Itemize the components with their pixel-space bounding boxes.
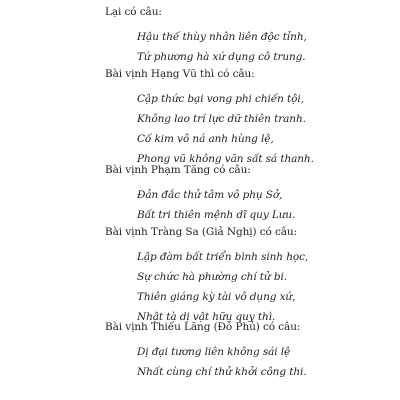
- verse-line: Nhật tà dị vật hữu quy thì.: [137, 311, 276, 323]
- verse-line: Đản đắc thử tâm vô phụ Sở,: [137, 189, 283, 201]
- verse-line: Dị đại tương liên không sái lệ: [137, 346, 291, 358]
- verse-block: [137, 342, 306, 382]
- verse-line: Phong vũ không văn sất sá thanh.: [137, 153, 314, 165]
- verse-line: Lập đàm bất triển bình sinh học,: [137, 251, 309, 263]
- section-intro: Bài vịnh Hạng Vũ thì có câu:: [105, 68, 255, 80]
- section-intro: Lại có câu:: [105, 6, 162, 18]
- verse-block: [137, 27, 307, 67]
- verse-line: Thiên giáng kỳ tài vô dụng xứ,: [137, 291, 296, 303]
- verse-line: Cập thức bại vong phi chiến tội,: [137, 93, 304, 105]
- section-intro: Bài vịnh Phạm Tăng có câu:: [105, 164, 251, 176]
- verse-line: Không lao trí lực dữ thiên tranh.: [137, 113, 306, 125]
- verse-block: [137, 247, 308, 327]
- section-intro: Bài vịnh Tràng Sa (Giả Nghị) có câu:: [105, 226, 298, 238]
- verse-line: Bất tri thiên mệnh dĩ quy Lưu.: [137, 209, 296, 221]
- verse-line: Tứ phương hà xứ dụng cô trung.: [137, 51, 306, 63]
- verse-line: Hậu thế thùy nhân liên độc tỉnh,: [137, 31, 307, 43]
- verse-line: Sự chức hà phường chí tử bi.: [137, 271, 287, 283]
- verse-block: [137, 89, 314, 169]
- verse-block: [137, 185, 295, 225]
- section-intro: Bài vịnh Thiếu Lăng (Đỗ Phủ) có câu:: [105, 321, 301, 333]
- verse-line: Cố kim vô ná anh hùng lệ,: [137, 133, 274, 145]
- verse-line: Nhất cùng chí thử khởi công thi.: [137, 366, 307, 378]
